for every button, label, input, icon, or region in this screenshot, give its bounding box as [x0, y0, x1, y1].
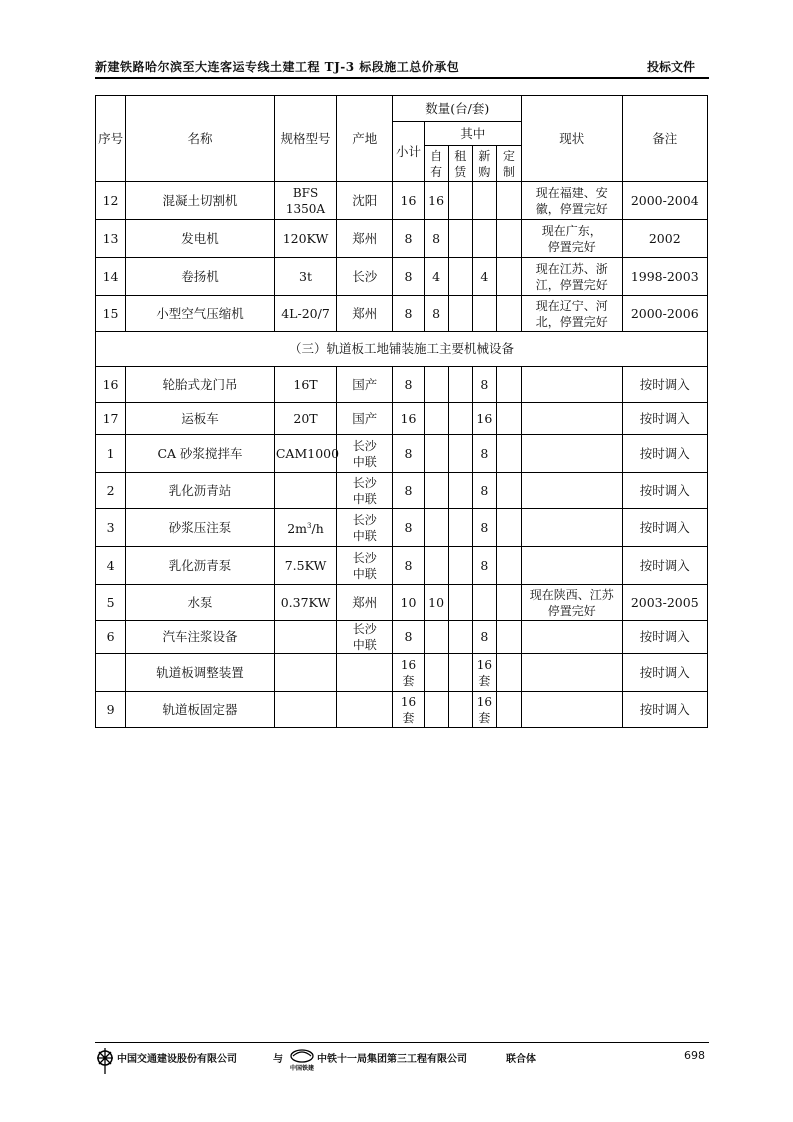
- cell-name: 卷扬机: [126, 258, 275, 296]
- col-model: 规格型号: [274, 96, 336, 182]
- table-row: [96, 220, 708, 258]
- cell-remark: 按时调入: [622, 692, 708, 728]
- cell-origin: [337, 692, 393, 728]
- cell-subtotal: 8: [393, 220, 424, 258]
- header-row: [96, 96, 708, 122]
- cell-own: [424, 654, 448, 692]
- cell-name: 运板车: [126, 403, 275, 435]
- cell-buy: 16 套: [472, 692, 496, 728]
- col-custom: 定 制: [496, 146, 521, 182]
- cell-rent: [448, 296, 472, 332]
- cell-name: 轨道板固定器: [126, 692, 275, 728]
- cell-status: 现在江苏、浙 江，停置完好: [522, 258, 622, 296]
- cell-subtotal: 8: [393, 509, 424, 547]
- cell-remark: 1998-2003: [622, 258, 708, 296]
- cell-subtotal: 16 套: [393, 692, 424, 728]
- cell-status: 现在辽宁、河 北，停置完好: [522, 296, 622, 332]
- cell-name: 乳化沥青泵: [126, 547, 275, 585]
- cell-model: 7.5KW: [274, 547, 336, 585]
- cell-no: 14: [96, 258, 126, 296]
- cell-no: 16: [96, 367, 126, 403]
- table-row: [96, 509, 708, 547]
- cell-own: 16: [424, 182, 448, 220]
- cell-rent: [448, 403, 472, 435]
- cell-name: 轮胎式龙门吊: [126, 367, 275, 403]
- cell-rent: [448, 367, 472, 403]
- footer-and: 与: [273, 1054, 283, 1065]
- col-qty: 数量(台/套): [393, 96, 522, 122]
- section-row: [96, 332, 708, 367]
- cell-custom: [496, 367, 521, 403]
- cell-name: 砂浆压注泵: [126, 509, 275, 547]
- cell-no: 4: [96, 547, 126, 585]
- cell-no: 1: [96, 435, 126, 473]
- cell-status: 现在福建、安 徽，停置完好: [522, 182, 622, 220]
- cell-name: 汽车注浆设备: [126, 621, 275, 654]
- cell-rent: [448, 621, 472, 654]
- col-rent: 租 赁: [448, 146, 472, 182]
- cell-model: [274, 473, 336, 509]
- table-row: [96, 296, 708, 332]
- cell-subtotal: 16: [393, 403, 424, 435]
- cell-no: 9: [96, 692, 126, 728]
- cell-model: $2m^3/h$: [274, 509, 336, 547]
- cell-name: 发电机: [126, 220, 275, 258]
- cell-buy: 8: [472, 621, 496, 654]
- cell-no: 17: [96, 403, 126, 435]
- cell-model: 0.37KW: [274, 585, 336, 621]
- table-row: [96, 547, 708, 585]
- cell-status: 现在广东， 停置完好: [522, 220, 622, 258]
- cell-model: 20T: [274, 403, 336, 435]
- cell-custom: [496, 654, 521, 692]
- cell-model: 4L-20/7: [274, 296, 336, 332]
- footer-joint: 联合体: [506, 1054, 536, 1065]
- cell-status: [522, 509, 622, 547]
- cell-no: 2: [96, 473, 126, 509]
- cell-model: CAM1000: [274, 435, 336, 473]
- footer-company-2: 中铁十一局集团第三工程有限公司: [317, 1054, 467, 1065]
- cell-remark: 按时调入: [622, 621, 708, 654]
- table-row: [96, 585, 708, 621]
- cell-buy: 8: [472, 547, 496, 585]
- cell-buy: 4: [472, 258, 496, 296]
- table-row: [96, 403, 708, 435]
- cell-own: [424, 692, 448, 728]
- cell-own: 10: [424, 585, 448, 621]
- cell-custom: [496, 547, 521, 585]
- cell-subtotal: 16 套: [393, 654, 424, 692]
- equipment-table: [95, 95, 708, 728]
- col-subtotal: 小计: [393, 122, 424, 182]
- header-rule: [95, 77, 709, 79]
- cell-model: 120KW: [274, 220, 336, 258]
- page-number: 698: [684, 1049, 705, 1062]
- cell-subtotal: 8: [393, 547, 424, 585]
- col-of-which: 其中: [424, 122, 521, 146]
- cell-rent: [448, 509, 472, 547]
- cell-remark: 按时调入: [622, 547, 708, 585]
- cell-custom: [496, 403, 521, 435]
- table-row: [96, 367, 708, 403]
- cell-subtotal: 8: [393, 258, 424, 296]
- cell-no: 5: [96, 585, 126, 621]
- cell-remark: 2002: [622, 220, 708, 258]
- cell-origin: 沈阳: [337, 182, 393, 220]
- cell-rent: [448, 654, 472, 692]
- cell-custom: [496, 509, 521, 547]
- cell-status: [522, 403, 622, 435]
- cell-no: 6: [96, 621, 126, 654]
- cell-custom: [496, 220, 521, 258]
- cell-origin: 长沙 中联: [337, 547, 393, 585]
- cell-subtotal: 8: [393, 296, 424, 332]
- cell-remark: 按时调入: [622, 654, 708, 692]
- cell-buy: [472, 182, 496, 220]
- header-title: 新建铁路哈尔滨至大连客运专线土建工程 TJ-3 标段施工总价承包: [95, 60, 460, 74]
- page-header: [95, 58, 705, 76]
- cell-name: 轨道板调整装置: [126, 654, 275, 692]
- table-row: [96, 182, 708, 220]
- header-doc-type: 投标文件: [646, 60, 695, 74]
- section-title: （三）轨道板工地铺装施工主要机械设备: [96, 332, 708, 367]
- cell-custom: [496, 473, 521, 509]
- footer-rule: [95, 1042, 709, 1043]
- cell-buy: 8: [472, 435, 496, 473]
- cell-rent: [448, 182, 472, 220]
- cell-buy: 8: [472, 473, 496, 509]
- col-no: 序号: [96, 96, 126, 182]
- cell-origin: 长沙 中联: [337, 473, 393, 509]
- cell-status: [522, 473, 622, 509]
- cell-buy: 16 套: [472, 654, 496, 692]
- cell-model: [274, 692, 336, 728]
- col-origin: 产地: [337, 96, 393, 182]
- col-name: 名称: [126, 96, 275, 182]
- cell-own: [424, 509, 448, 547]
- cell-own: 4: [424, 258, 448, 296]
- table-row: [96, 692, 708, 728]
- cell-model: BFS 1350A: [274, 182, 336, 220]
- col-remark: 备注: [622, 96, 708, 182]
- cell-remark: 按时调入: [622, 473, 708, 509]
- cell-subtotal: 8: [393, 367, 424, 403]
- cell-subtotal: 16: [393, 182, 424, 220]
- cell-no: 3: [96, 509, 126, 547]
- cell-remark: 按时调入: [622, 435, 708, 473]
- cell-origin: [337, 654, 393, 692]
- footer-company-1: 中国交通建设股份有限公司: [117, 1054, 237, 1065]
- cell-remark: 2000-2004: [622, 182, 708, 220]
- table-row: [96, 654, 708, 692]
- cell-own: [424, 367, 448, 403]
- cell-no: 12: [96, 182, 126, 220]
- cell-model: 16T: [274, 367, 336, 403]
- cell-status: [522, 547, 622, 585]
- cell-remark: 2003-2005: [622, 585, 708, 621]
- cell-buy: [472, 585, 496, 621]
- cell-origin: 郑州: [337, 296, 393, 332]
- cell-rent: [448, 473, 472, 509]
- cell-remark: 按时调入: [622, 509, 708, 547]
- cell-subtotal: 8: [393, 621, 424, 654]
- cell-own: [424, 621, 448, 654]
- cell-no: 15: [96, 296, 126, 332]
- cell-buy: [472, 220, 496, 258]
- cell-custom: [496, 435, 521, 473]
- svg-text:中国铁建: 中国铁建: [289, 1065, 315, 1072]
- cell-origin: 长沙 中联: [337, 621, 393, 654]
- table-row: [96, 435, 708, 473]
- cell-origin: 郑州: [337, 585, 393, 621]
- page-footer: [95, 1046, 709, 1076]
- cell-name: 乳化沥青站: [126, 473, 275, 509]
- cell-name: 小型空气压缩机: [126, 296, 275, 332]
- cell-subtotal: 8: [393, 473, 424, 509]
- cell-custom: [496, 182, 521, 220]
- cell-custom: [496, 296, 521, 332]
- crcc-logo-icon: [288, 1046, 318, 1074]
- cell-name: 水泵: [126, 585, 275, 621]
- cell-status: [522, 654, 622, 692]
- cell-buy: 16: [472, 403, 496, 435]
- cell-name: CA 砂浆搅拌车: [126, 435, 275, 473]
- cell-origin: 国产: [337, 367, 393, 403]
- cell-subtotal: 10: [393, 585, 424, 621]
- cell-status: [522, 367, 622, 403]
- cell-name: 混凝土切割机: [126, 182, 275, 220]
- cell-buy: [472, 296, 496, 332]
- table-row: [96, 258, 708, 296]
- cell-remark: 按时调入: [622, 403, 708, 435]
- cccc-logo-icon: [95, 1046, 115, 1076]
- cell-rent: [448, 258, 472, 296]
- cell-status: [522, 621, 622, 654]
- cell-own: [424, 547, 448, 585]
- cell-status: 现在陕西、江苏 停置完好: [522, 585, 622, 621]
- cell-rent: [448, 435, 472, 473]
- cell-no: [96, 654, 126, 692]
- cell-rent: [448, 220, 472, 258]
- cell-buy: 8: [472, 367, 496, 403]
- cell-rent: [448, 547, 472, 585]
- cell-origin: 长沙 中联: [337, 435, 393, 473]
- cell-own: [424, 403, 448, 435]
- cell-origin: 长沙 中联: [337, 509, 393, 547]
- cell-own: 8: [424, 296, 448, 332]
- cell-custom: [496, 621, 521, 654]
- table-row: [96, 621, 708, 654]
- cell-custom: [496, 585, 521, 621]
- cell-subtotal: 8: [393, 435, 424, 473]
- cell-no: 13: [96, 220, 126, 258]
- cell-model: [274, 654, 336, 692]
- table-row: [96, 473, 708, 509]
- cell-model: 3t: [274, 258, 336, 296]
- cell-status: [522, 692, 622, 728]
- cell-own: [424, 435, 448, 473]
- cell-status: [522, 435, 622, 473]
- cell-remark: 按时调入: [622, 367, 708, 403]
- cell-custom: [496, 692, 521, 728]
- cell-rent: [448, 692, 472, 728]
- col-own: 自 有: [424, 146, 448, 182]
- cell-custom: [496, 258, 521, 296]
- cell-own: 8: [424, 220, 448, 258]
- col-status: 现状: [522, 96, 622, 182]
- cell-origin: 长沙: [337, 258, 393, 296]
- cell-rent: [448, 585, 472, 621]
- cell-origin: 郑州: [337, 220, 393, 258]
- cell-buy: 8: [472, 509, 496, 547]
- cell-origin: 国产: [337, 403, 393, 435]
- cell-own: [424, 473, 448, 509]
- col-buy: 新 购: [472, 146, 496, 182]
- cell-remark: 2000-2006: [622, 296, 708, 332]
- cell-model: [274, 621, 336, 654]
